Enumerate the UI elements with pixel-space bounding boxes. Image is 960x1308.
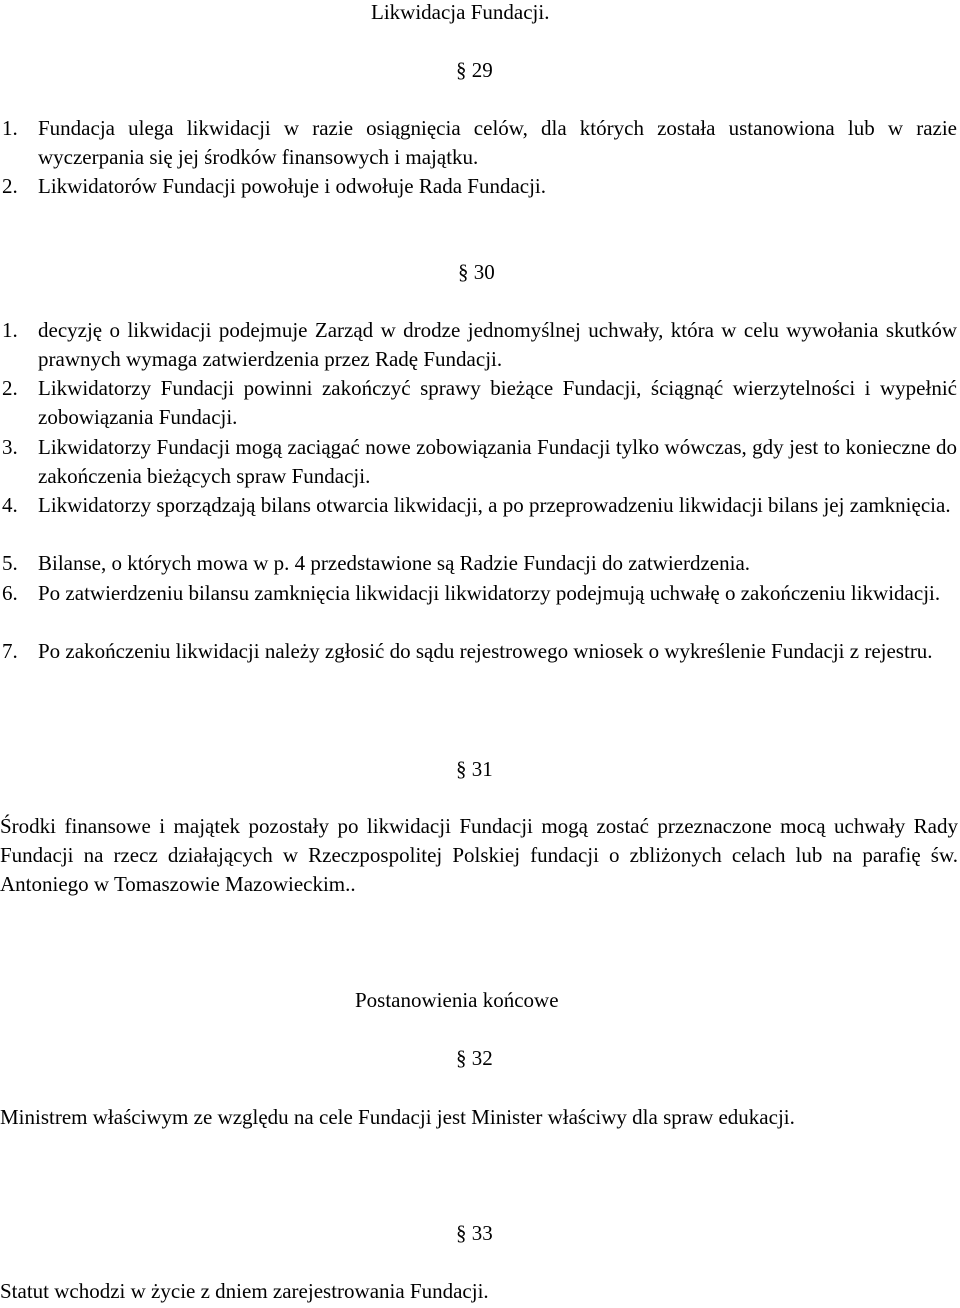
list-item-text: Likwidatorów Fundacji powołuje i odwołuje Rada Fundacji. bbox=[38, 174, 546, 198]
list-item-text: Bilanse, o których mowa w p. 4 przedstawione są Radzie Fundacji do zatwierdzenia. bbox=[38, 551, 751, 575]
paragraph-sign-30: § 30 bbox=[458, 260, 495, 284]
list-item-number: 6. bbox=[2, 581, 18, 605]
list-item-number: 2. bbox=[2, 174, 18, 198]
list-item-text: Likwidatorzy sporządzają bilans otwarcia likwidacji, a po przeprowadzeniu likwidacji bilans jej zamknięcia. bbox=[38, 493, 951, 517]
list-item-number: 1. bbox=[2, 116, 18, 140]
final-provisions-title: Postanowienia końcowe bbox=[355, 988, 559, 1012]
list-item-text: Likwidatorzy Fundacji powinni zakończyć sprawy bieżące Fundacji, ściągnąć wierzytelności i wypełnić zobowiązania Fundacji. bbox=[38, 376, 957, 429]
list-item-number: 7. bbox=[2, 639, 18, 663]
paragraph-sign-32: § 32 bbox=[456, 1046, 493, 1070]
paragraph-sign-33: § 33 bbox=[456, 1221, 493, 1245]
paragraph-text-32: Ministrem właściwym ze względu na cele Fundacji jest Minister właściwy dla spraw edukacji. bbox=[0, 1105, 795, 1129]
list-item-text: Likwidatorzy Fundacji mogą zaciągać nowe zobowiązania Fundacji tylko wówczas, gdy jest to konieczne do zakończenia bieżących spraw Fundacji. bbox=[38, 435, 957, 488]
section-title: Likwidacja Fundacji. bbox=[371, 0, 550, 24]
list-item-text: Fundacja ulega likwidacji w razie osiągnięcia celów, dla których została ustanowiona lub w razie wyczerpania się jej środków finansowych i majątku. bbox=[38, 116, 957, 169]
list-item-number: 3. bbox=[2, 435, 18, 459]
paragraph-sign-29: § 29 bbox=[456, 58, 493, 82]
list-item-number: 4. bbox=[2, 493, 18, 517]
list-item-text: Po zakończeniu likwidacji należy zgłosić do sądu rejestrowego wniosek o wykreślenie Fundacji z rejestru. bbox=[38, 639, 933, 663]
list-item-text: Po zatwierdzeniu bilansu zamknięcia likwidacji likwidatorzy podejmują uchwałę o zakończeniu likwidacji. bbox=[38, 581, 941, 605]
paragraph-text-33: Statut wchodzi w życie z dniem zarejestrowania Fundacji. bbox=[0, 1279, 489, 1303]
paragraph-text-31: Środki finansowe i majątek pozostały po likwidacji Fundacji mogą zostać przeznaczone mocą uchwały Rady Fundacji na rzecz działających w Rzeczpospolitej Polskiej fundacji o zbliżonych celach lub na parafię św. Antoniego w Tomaszowie Mazowieckim.. bbox=[0, 814, 958, 896]
paragraph-sign-31: § 31 bbox=[456, 757, 493, 781]
list-item-text: decyzję o likwidacji podejmuje Zarząd w drodze jednomyślnej uchwały, która w celu wywołania skutków prawnych wymaga zatwierdzenia przez Radę Fundacji. bbox=[38, 318, 957, 371]
list-item-number: 2. bbox=[2, 376, 18, 400]
list-item-number: 1. bbox=[2, 318, 18, 342]
list-item-number: 5. bbox=[2, 551, 18, 575]
